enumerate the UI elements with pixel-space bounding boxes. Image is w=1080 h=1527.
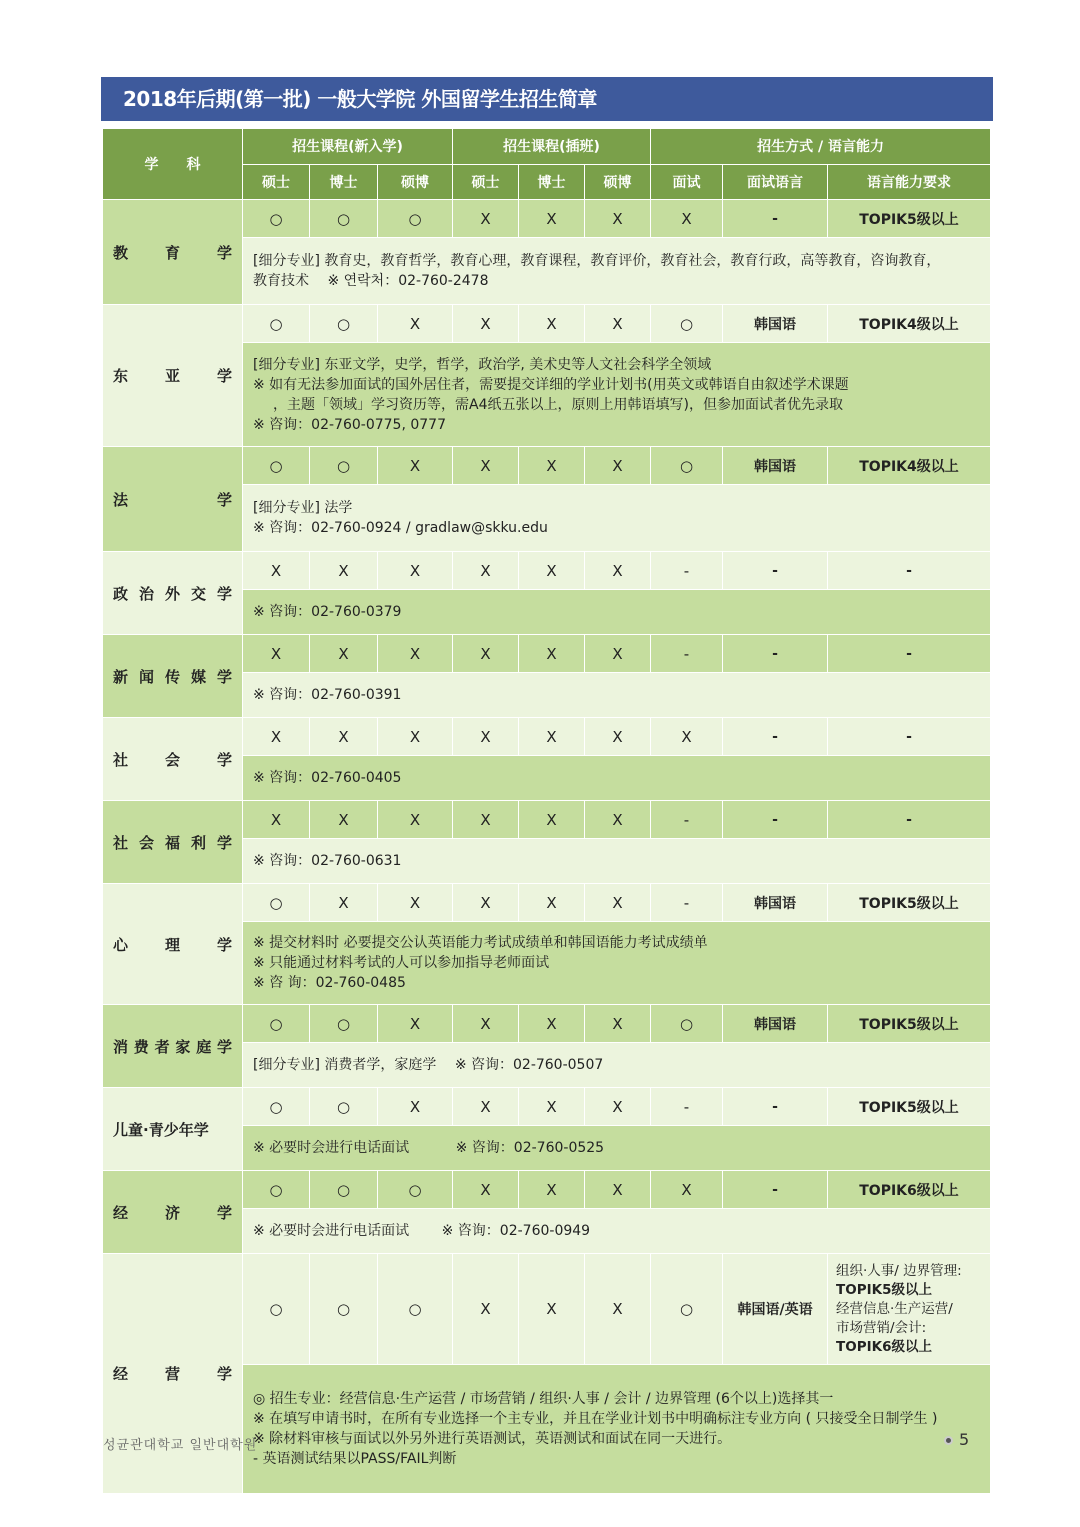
interview-mark: ○ — [651, 305, 723, 343]
subject-cell — [103, 801, 243, 884]
language-requirement-line: 市场营销/会计: — [836, 1319, 927, 1336]
interview-mark: - — [651, 801, 723, 839]
subject-label — [113, 666, 232, 687]
course-mark: X — [585, 1005, 651, 1043]
course-mark: ○ — [243, 1171, 310, 1209]
interview-mark: ○ — [651, 1254, 723, 1365]
subject-char: 东 — [113, 367, 129, 385]
note-line: ※ 咨询：02-760-0631 — [253, 853, 402, 869]
bullet-icon — [944, 1436, 953, 1445]
interview-mark: X — [651, 1171, 723, 1209]
table-row — [103, 635, 991, 673]
course-mark: ○ — [243, 200, 310, 238]
subject-char: 心 — [113, 935, 129, 954]
course-mark: X — [585, 1254, 651, 1365]
subject-char: 法 — [113, 490, 129, 509]
course-mark: ○ — [378, 1171, 453, 1209]
course-mark: X — [585, 552, 651, 590]
course-mark: X — [310, 801, 378, 839]
course-mark: X — [453, 1088, 519, 1126]
note-line: ※ 除材料审核与面试以外另外进行英语测试，英语测试和面试在同一天进行。 — [253, 1431, 732, 1447]
interview-language: 韩国语 — [723, 884, 828, 922]
language-requirement: - — [828, 801, 991, 839]
subject-char: 儿童·青少年学 — [113, 1120, 209, 1139]
course-mark: X — [585, 200, 651, 238]
course-mark: X — [519, 718, 585, 756]
note-line: ※ 咨询：02-760-0405 — [253, 770, 402, 786]
language-requirement-line: 组织·人事/ 边界管理: — [836, 1262, 962, 1279]
subject-cell — [103, 718, 243, 801]
interview-language: - — [723, 801, 828, 839]
language-requirement: - — [828, 718, 991, 756]
note-line: ◎ 招生专业：经营信息·生产运营 / 市场营销 / 组织·人事 / 会计 / 边界管理 (6个以上)选择其一 — [253, 1391, 834, 1407]
subject-char: 新 — [113, 667, 129, 686]
course-mark: X — [453, 1005, 519, 1043]
course-mark: X — [585, 718, 651, 756]
header-col: 硕士 — [453, 164, 519, 200]
course-mark: X — [453, 200, 519, 238]
interview-mark: ○ — [651, 1005, 723, 1043]
subject-char: 学 — [216, 1365, 232, 1383]
subject-char: 传 — [164, 667, 180, 686]
note-cell — [243, 1365, 991, 1494]
note-line: [细分专业] 法学 — [253, 500, 353, 516]
footer-school: 성균관대학교 일반대학원 — [103, 1438, 258, 1453]
header-group-new: 招生课程(新入学) — [243, 129, 453, 165]
course-mark: X — [519, 1171, 585, 1209]
header-group-method: 招生方式 / 语言能力 — [651, 129, 991, 165]
subject-char: 媒 — [190, 667, 206, 686]
course-mark: X — [453, 1171, 519, 1209]
course-mark: X — [378, 305, 453, 343]
subject-char: 者 — [154, 1037, 170, 1056]
course-mark: ○ — [310, 447, 378, 485]
subject-label — [113, 1119, 232, 1140]
subject-char: 家 — [175, 1037, 191, 1056]
interview-language: 韩国语 — [723, 447, 828, 485]
note-line: ，主题「领域」学习资历等，需A4纸五张以上，原则上用韩语填写)，但参加面试者优先录取 — [273, 396, 843, 413]
note-line: [细分专业] 消费者学，家庭学 ※ 咨询：02-760-0507 — [253, 1057, 604, 1073]
subject-char: 学 — [216, 935, 232, 954]
course-mark: X — [378, 447, 453, 485]
course-mark: X — [519, 635, 585, 673]
course-mark: X — [243, 552, 310, 590]
note-line: [细分专业] 教育史，教育哲学，教育心理，教育课程，教育评价，教育社会，教育行政，高等教育，咨询教育， — [253, 253, 941, 269]
course-mark: ○ — [378, 1254, 453, 1365]
subject-char: 费 — [133, 1037, 149, 1056]
table-row — [103, 1254, 991, 1365]
subject-char: 会 — [164, 750, 180, 769]
subject-cell — [103, 1254, 243, 1494]
interview-language: 韩国语 — [723, 1005, 828, 1043]
interview-language: 韩国语 — [723, 305, 828, 343]
course-mark: X — [310, 718, 378, 756]
course-mark: X — [453, 1254, 519, 1365]
course-mark: ○ — [243, 1005, 310, 1043]
interview-mark: ○ — [651, 447, 723, 485]
interview-mark: - — [651, 635, 723, 673]
header-col: 面试 — [651, 164, 723, 200]
table-row — [103, 1088, 991, 1126]
subject-char: 学 — [216, 490, 232, 509]
table-row — [103, 305, 991, 343]
note-line: ※ 提交材料时 必要提交公认英语能力考试成绩单和韩国语能力考试成绩单 — [253, 935, 708, 951]
interview-mark: - — [651, 552, 723, 590]
course-mark: X — [585, 1088, 651, 1126]
course-mark: X — [585, 305, 651, 343]
language-requirement-line: TOPIK6级以上 — [836, 1338, 932, 1355]
subject-cell — [103, 447, 243, 552]
course-mark: X — [585, 884, 651, 922]
subject-char: 学 — [216, 243, 232, 262]
subject-char: 治 — [138, 584, 154, 603]
language-requirement: TOPIK5级以上 — [828, 200, 991, 238]
course-mark: X — [453, 884, 519, 922]
language-requirement-line: TOPIK5级以上 — [836, 1281, 932, 1298]
subject-char: 育 — [164, 243, 180, 262]
course-mark: X — [453, 801, 519, 839]
subject-cell — [103, 1088, 243, 1171]
note-line: ※ 只能通过材料考试的人可以参加指导老师面试 — [253, 955, 550, 971]
course-mark: ○ — [310, 1171, 378, 1209]
subject-char: 会 — [138, 833, 154, 852]
interview-language: - — [723, 1171, 828, 1209]
note-cell — [243, 756, 991, 801]
note-line: 教育技术 ※ 연락처：02-760-2478 — [253, 273, 489, 289]
subject-cell — [103, 635, 243, 718]
subject-label — [113, 489, 232, 510]
language-requirement: TOPIK4级以上 — [828, 305, 991, 343]
subject-cell — [103, 884, 243, 1005]
subject-char: 消 — [113, 1037, 129, 1056]
header-col: 硕博 — [585, 164, 651, 200]
subject-label — [113, 1036, 232, 1057]
language-requirement: - — [828, 635, 991, 673]
course-mark: X — [378, 552, 453, 590]
interview-mark: - — [651, 884, 723, 922]
header-group-transfer: 招生课程(插班) — [453, 129, 651, 165]
language-requirement: TOPIK5级以上 — [828, 1005, 991, 1043]
note-cell — [243, 922, 991, 1005]
subject-label — [113, 583, 232, 604]
table-row — [103, 1171, 991, 1209]
note-line: ※ 咨 询：02-760-0485 — [253, 975, 406, 991]
header-col: 语言能力要求 — [828, 164, 991, 200]
page-number: 5 — [959, 1430, 970, 1449]
course-mark: X — [378, 1088, 453, 1126]
subject-char: 社 — [113, 833, 129, 852]
course-mark: X — [310, 635, 378, 673]
course-mark: X — [519, 305, 585, 343]
subject-label — [113, 242, 232, 263]
course-mark: X — [243, 635, 310, 673]
subject-char: 教 — [113, 243, 129, 262]
table-row — [103, 884, 991, 922]
admission-table — [102, 128, 991, 1494]
course-mark: X — [378, 718, 453, 756]
table-body — [103, 200, 991, 1494]
header-col: 博士 — [519, 164, 585, 200]
course-mark: X — [585, 1171, 651, 1209]
note-line: ※ 咨询：02-760-0379 — [253, 604, 402, 620]
header-col: 硕博 — [378, 164, 453, 200]
subject-label — [113, 1363, 232, 1384]
course-mark: X — [453, 552, 519, 590]
course-mark: X — [453, 447, 519, 485]
table-row — [103, 718, 991, 756]
course-mark: ○ — [243, 305, 310, 343]
interview-language: - — [723, 552, 828, 590]
course-mark: ○ — [310, 305, 378, 343]
subject-char: 利 — [190, 833, 206, 852]
table-row — [103, 801, 991, 839]
note-line: ※ 咨询：02-760-0391 — [253, 687, 402, 703]
subject-char: 学 — [216, 750, 232, 769]
language-requirement: TOPIK6级以上 — [828, 1171, 991, 1209]
table-row — [103, 1005, 991, 1043]
subject-char: 交 — [190, 584, 206, 603]
subject-char: 闻 — [138, 667, 154, 686]
note-cell — [243, 590, 991, 635]
interview-language: - — [723, 200, 828, 238]
subject-char: 学 — [216, 367, 232, 385]
course-mark: X — [519, 447, 585, 485]
subject-char: 经 — [113, 1203, 129, 1222]
footer-page — [944, 1430, 969, 1449]
course-mark: X — [585, 801, 651, 839]
course-mark: X — [519, 1088, 585, 1126]
subject-char: 社 — [113, 750, 129, 769]
subject-label — [113, 934, 232, 955]
note-cell — [243, 839, 991, 884]
course-mark: X — [378, 801, 453, 839]
note-line: ※ 必要时会进行电话面试 ※ 咨询：02-760-0525 — [253, 1140, 605, 1156]
course-mark: X — [585, 447, 651, 485]
header-col: 面试语言 — [723, 164, 828, 200]
subject-cell — [103, 552, 243, 635]
interview-language: - — [723, 635, 828, 673]
course-mark: ○ — [310, 1005, 378, 1043]
interview-language: - — [723, 1088, 828, 1126]
interview-language: - — [723, 718, 828, 756]
subject-label — [113, 832, 232, 853]
note-cell — [243, 1126, 991, 1171]
subject-char: 理 — [164, 935, 180, 954]
subject-label — [113, 749, 232, 770]
language-requirement — [828, 1254, 991, 1365]
subject-char: 亚 — [164, 367, 180, 385]
table-row — [103, 200, 991, 238]
header-col: 博士 — [310, 164, 378, 200]
note-cell — [243, 1043, 991, 1088]
table-row — [103, 552, 991, 590]
interview-language: 韩国语/英语 — [723, 1254, 828, 1365]
subject-char: 学 — [216, 1203, 232, 1222]
note-cell — [243, 238, 991, 305]
note-line: ※ 咨询：02-760-0775, 0777 — [253, 416, 446, 433]
note-line: [细分专业] 东亚文学，史学，哲学，政治学, 美术史等人文社会科学全领域 — [253, 356, 712, 373]
course-mark: X — [243, 801, 310, 839]
subject-char: 福 — [164, 833, 180, 852]
subject-char: 济 — [164, 1203, 180, 1222]
course-mark: ○ — [243, 1088, 310, 1126]
note-cell — [243, 485, 991, 552]
course-mark: ○ — [310, 1254, 378, 1365]
language-requirement: - — [828, 552, 991, 590]
note-cell — [243, 673, 991, 718]
language-requirement: TOPIK5级以上 — [828, 1088, 991, 1126]
subject-char: 学 — [216, 584, 232, 603]
course-mark: ○ — [378, 200, 453, 238]
course-mark: X — [453, 635, 519, 673]
subject-label — [113, 1202, 232, 1223]
course-mark: X — [310, 884, 378, 922]
note-cell — [243, 343, 991, 447]
subject-cell — [103, 1171, 243, 1254]
note-line: ※ 如有无法参加面试的国外居住者，需要提交详细的学业计划书(用英文或韩语自由叙述学术课题 — [253, 376, 849, 393]
course-mark: X — [585, 635, 651, 673]
course-mark: X — [519, 1254, 585, 1365]
course-mark: X — [519, 200, 585, 238]
subject-char: 学 — [216, 667, 232, 686]
note-line: ※ 在填写申请书时，在所有专业选择一个主专业，并且在学业计划书中明确标注专业方向 ( 只接受全日制学生 ) — [253, 1411, 938, 1427]
header-subject: 学 科 — [103, 129, 243, 200]
course-mark: X — [378, 884, 453, 922]
language-requirement: TOPIK4级以上 — [828, 447, 991, 485]
subject-cell — [103, 305, 243, 447]
subject-char: 学 — [216, 833, 232, 852]
note-line: ※ 必要时会进行电话面试 ※ 咨询：02-760-0949 — [253, 1223, 591, 1239]
subject-char: 庭 — [196, 1037, 212, 1056]
course-mark: X — [243, 718, 310, 756]
subject-char: 政 — [113, 584, 129, 603]
course-mark: X — [453, 305, 519, 343]
course-mark: ○ — [243, 884, 310, 922]
course-mark: X — [519, 552, 585, 590]
page-title: 2018年后期(第一批) 一般大学院 外国留学生招生简章 — [101, 77, 993, 121]
course-mark: X — [378, 1005, 453, 1043]
language-requirement-line: 经营信息·生产运营/ — [836, 1300, 953, 1317]
subject-char: 营 — [164, 1365, 180, 1383]
subject-char: 学 — [216, 1037, 232, 1056]
course-mark: X — [310, 552, 378, 590]
header-col: 硕士 — [243, 164, 310, 200]
interview-mark: X — [651, 200, 723, 238]
course-mark: ○ — [243, 1254, 310, 1365]
language-requirement: TOPIK5级以上 — [828, 884, 991, 922]
course-mark: X — [519, 801, 585, 839]
note-cell — [243, 1209, 991, 1254]
subject-label — [113, 365, 232, 386]
note-line: - 英语测试结果以PASS/FAIL判断 — [253, 1451, 457, 1467]
course-mark: X — [378, 635, 453, 673]
interview-mark: X — [651, 718, 723, 756]
subject-char: 经 — [113, 1365, 129, 1383]
course-mark: ○ — [310, 200, 378, 238]
course-mark: ○ — [310, 1088, 378, 1126]
course-mark: X — [453, 718, 519, 756]
course-mark: X — [519, 884, 585, 922]
subject-cell — [103, 1005, 243, 1088]
course-mark: ○ — [243, 447, 310, 485]
subject-char: 外 — [164, 584, 180, 603]
table-row — [103, 447, 991, 485]
course-mark: X — [519, 1005, 585, 1043]
subject-cell — [103, 200, 243, 305]
note-line: ※ 咨询：02-760-0924 / gradlaw@skku.edu — [253, 520, 548, 536]
interview-mark: - — [651, 1088, 723, 1126]
